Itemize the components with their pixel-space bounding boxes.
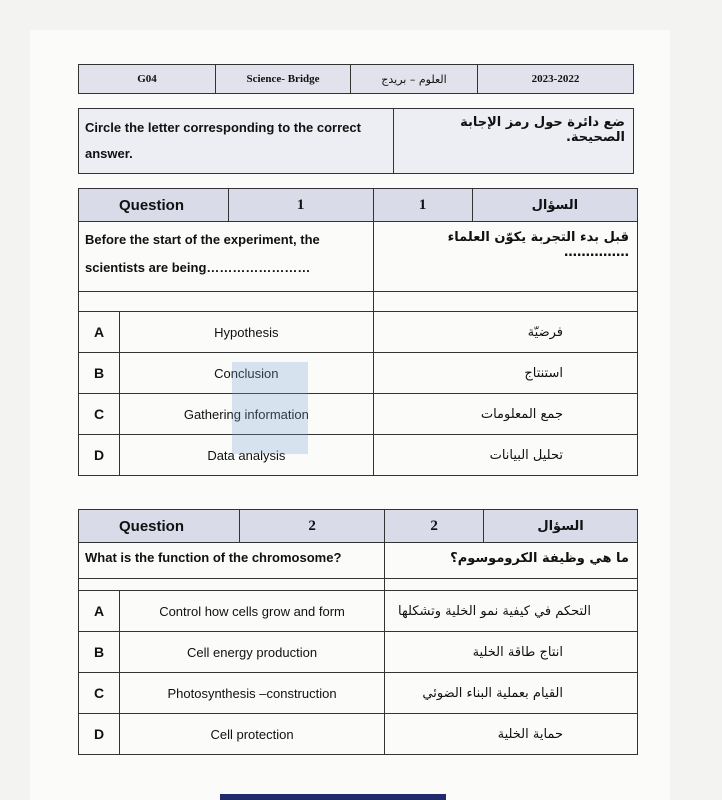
question-2-table bbox=[78, 509, 638, 755]
option-row[interactable] bbox=[79, 714, 638, 755]
option-letter[interactable]: D bbox=[79, 714, 120, 755]
stem-line-1: Before the start of the experiment, the bbox=[85, 232, 320, 247]
option-letter[interactable]: B bbox=[79, 353, 120, 394]
instruction-table bbox=[78, 108, 634, 174]
option-text-en: Cell protection bbox=[120, 714, 385, 755]
option-letter[interactable]: A bbox=[79, 591, 120, 632]
option-text-ar: حماية الخلية bbox=[385, 714, 638, 755]
watermark-logo bbox=[232, 362, 308, 454]
stem-line-2: scientists are being…………………… bbox=[85, 260, 311, 275]
option-text-en: Hypothesis bbox=[120, 312, 374, 353]
option-letter[interactable]: C bbox=[79, 394, 120, 435]
instruction-ar: ضع دائرة حول رمز الإجابة الصحيحة. bbox=[394, 109, 634, 174]
option-row[interactable] bbox=[79, 632, 638, 673]
option-text-ar: استنتاج bbox=[373, 353, 637, 394]
header-table bbox=[78, 64, 634, 94]
question-number-ar: 2 bbox=[385, 510, 484, 543]
question-1-table bbox=[78, 188, 638, 476]
option-letter[interactable]: D bbox=[79, 435, 120, 476]
option-text-ar: فرضيّة bbox=[373, 312, 637, 353]
option-text-ar: التحكم في كيفية نمو الخلية وتشكلها bbox=[385, 591, 638, 632]
option-text-en: Gathering information bbox=[120, 394, 374, 435]
question-stem-ar: قبل بدء التجربة يكوّن العلماء …………… bbox=[373, 222, 637, 292]
subject-ar: العلوم – بريدج bbox=[351, 65, 478, 94]
question-stem-en: What is the function of the chromosome? bbox=[79, 543, 385, 579]
question-number-en: 2 bbox=[240, 510, 385, 543]
option-row[interactable] bbox=[79, 435, 638, 476]
question-label-ar: السؤال bbox=[484, 510, 638, 543]
question-number-en: 1 bbox=[228, 189, 373, 222]
option-text-en: Photosynthesis –construction bbox=[120, 673, 385, 714]
option-row[interactable] bbox=[79, 312, 638, 353]
option-text-ar: تحليل البيانات bbox=[373, 435, 637, 476]
option-letter[interactable]: B bbox=[79, 632, 120, 673]
option-text-en: Data analysis bbox=[120, 435, 374, 476]
question-label-ar: السؤال bbox=[472, 189, 637, 222]
option-text-ar: جمع المعلومات bbox=[373, 394, 637, 435]
option-letter[interactable]: A bbox=[79, 312, 120, 353]
option-row[interactable] bbox=[79, 394, 638, 435]
option-row[interactable] bbox=[79, 591, 638, 632]
option-text-ar: القيام بعملية البناء الضوئي bbox=[385, 673, 638, 714]
school-year: 2023-2022 bbox=[478, 65, 634, 94]
question-stem-ar: ما هي وظيفة الكروموسوم؟ bbox=[385, 543, 638, 579]
option-row[interactable] bbox=[79, 353, 638, 394]
instruction-en: Circle the letter corresponding to the correct answer. bbox=[79, 109, 394, 174]
question-stem-en bbox=[79, 222, 374, 292]
subject-en: Science- Bridge bbox=[216, 65, 351, 94]
option-text-en: Conclusion bbox=[120, 353, 374, 394]
option-text-en: Control how cells grow and form bbox=[120, 591, 385, 632]
option-text-ar: انتاج طاقة الخلية bbox=[385, 632, 638, 673]
question-label-en: Question bbox=[79, 510, 240, 543]
option-row[interactable] bbox=[79, 673, 638, 714]
question-label-en: Question bbox=[79, 189, 229, 222]
option-text-en: Cell energy production bbox=[120, 632, 385, 673]
question-number-ar: 1 bbox=[373, 189, 472, 222]
option-letter[interactable]: C bbox=[79, 673, 120, 714]
grade-label: G04 bbox=[79, 65, 216, 94]
bottom-bar-decoration bbox=[220, 794, 446, 800]
